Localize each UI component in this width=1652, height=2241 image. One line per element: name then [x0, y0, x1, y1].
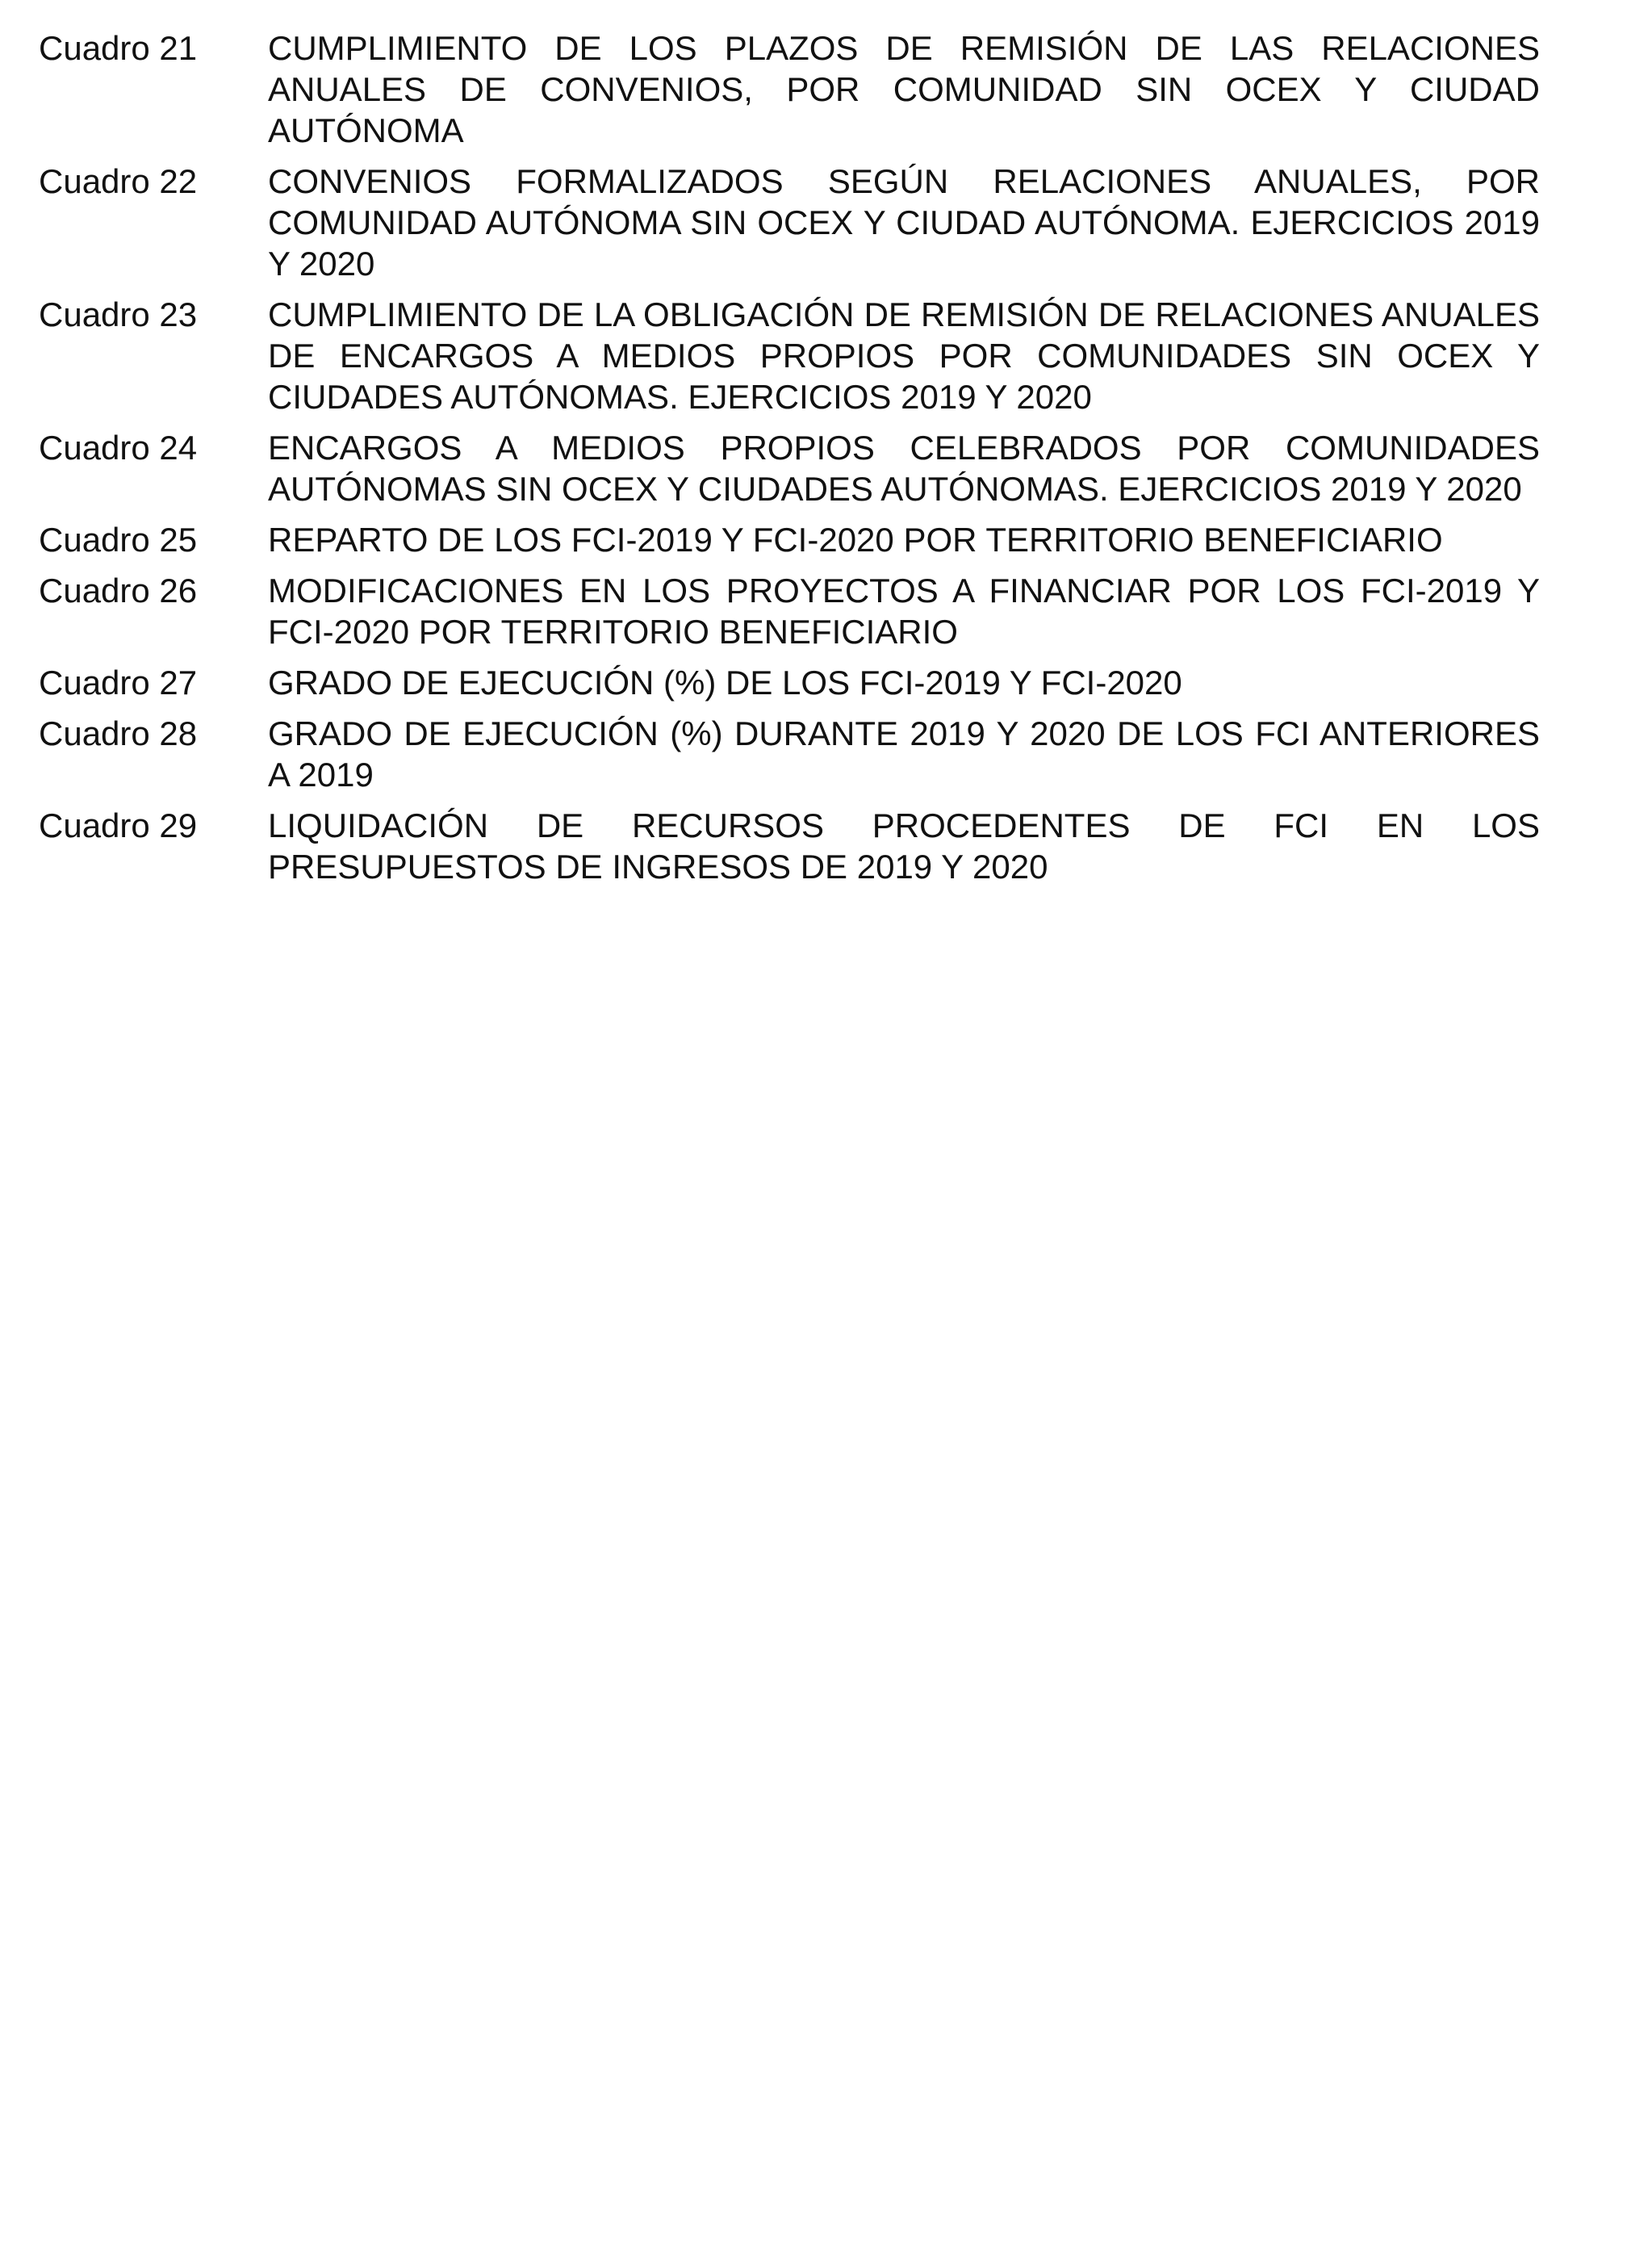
toc-entry-cuadro-25[interactable]	[39, 519, 1540, 560]
toc-entry-label: Cuadro 23	[39, 295, 198, 333]
toc-entry-cuadro-29[interactable]	[39, 805, 1540, 887]
toc-entry-title: GRADO DE EJECUCIÓN (%) DURANTE 2019 Y 2020 DE LOS FCI ANTERIORES A 2019	[268, 714, 1540, 794]
toc-entry-cuadro-24[interactable]	[39, 427, 1540, 509]
toc-entry-label: Cuadro 24	[39, 429, 198, 467]
toc-entry-cuadro-28[interactable]	[39, 713, 1540, 795]
toc-entry-title: ENCARGOS A MEDIOS PROPIOS CELEBRADOS POR COMUNIDADES AUTÓNOMAS SIN OCEX Y CIUDADES AUTÓNOMAS. EJERCICIOS 2019 Y 2020	[268, 429, 1540, 508]
toc-entry-label: Cuadro 29	[39, 806, 198, 844]
toc-entry-label: Cuadro 21	[39, 29, 198, 67]
toc-entry-title: GRADO DE EJECUCIÓN (%) DE LOS FCI-2019 Y FCI-2020	[268, 664, 1182, 702]
toc-entry-label: Cuadro 27	[39, 664, 198, 702]
toc-entry-title: MODIFICACIONES EN LOS PROYECTOS A FINANCIAR POR LOS FCI-2019 Y FCI-2020 POR TERRITORIO BENEFICIARIO	[268, 572, 1540, 651]
toc-entry-title: LIQUIDACIÓN DE RECURSOS PROCEDENTES DE FCI EN LOS PRESUPUESTOS DE INGRESOS DE 2019 Y 2020	[268, 806, 1540, 886]
toc-entry-cuadro-26[interactable]	[39, 570, 1540, 652]
toc-entry-title: REPARTO DE LOS FCI-2019 Y FCI-2020 POR TERRITORIO BENEFICIARIO	[268, 521, 1443, 559]
toc-entry-title: CONVENIOS FORMALIZADOS SEGÚN RELACIONES ANUALES, POR COMUNIDAD AUTÓNOMA SIN OCEX Y CIUDAD AUTÓNOMA. EJERCICIOS 2019 Y 2020	[268, 162, 1540, 283]
toc-entry-label: Cuadro 26	[39, 572, 198, 609]
table-list-of-tables	[39, 27, 1540, 897]
toc-entry-label: Cuadro 25	[39, 521, 198, 559]
toc-entry-cuadro-27[interactable]	[39, 662, 1540, 703]
toc-entry-cuadro-22[interactable]	[39, 161, 1540, 284]
toc-entry-cuadro-21[interactable]	[39, 27, 1540, 151]
toc-entry-label: Cuadro 28	[39, 714, 198, 752]
toc-entry-title: CUMPLIMIENTO DE LA OBLIGACIÓN DE REMISIÓN DE RELACIONES ANUALES DE ENCARGOS A MEDIOS PROPIOS POR COMUNIDADES SIN OCEX Y CIUDADES AUTÓNOMAS. EJERCICIOS 2019 Y 2020	[268, 295, 1540, 416]
toc-entry-title: CUMPLIMIENTO DE LOS PLAZOS DE REMISIÓN DE LAS RELACIONES ANUALES DE CONVENIOS, POR COMUNIDAD SIN OCEX Y CIUDAD AUTÓNOMA	[268, 29, 1540, 149]
toc-entry-label: Cuadro 22	[39, 162, 198, 200]
toc-entry-cuadro-23[interactable]	[39, 294, 1540, 417]
